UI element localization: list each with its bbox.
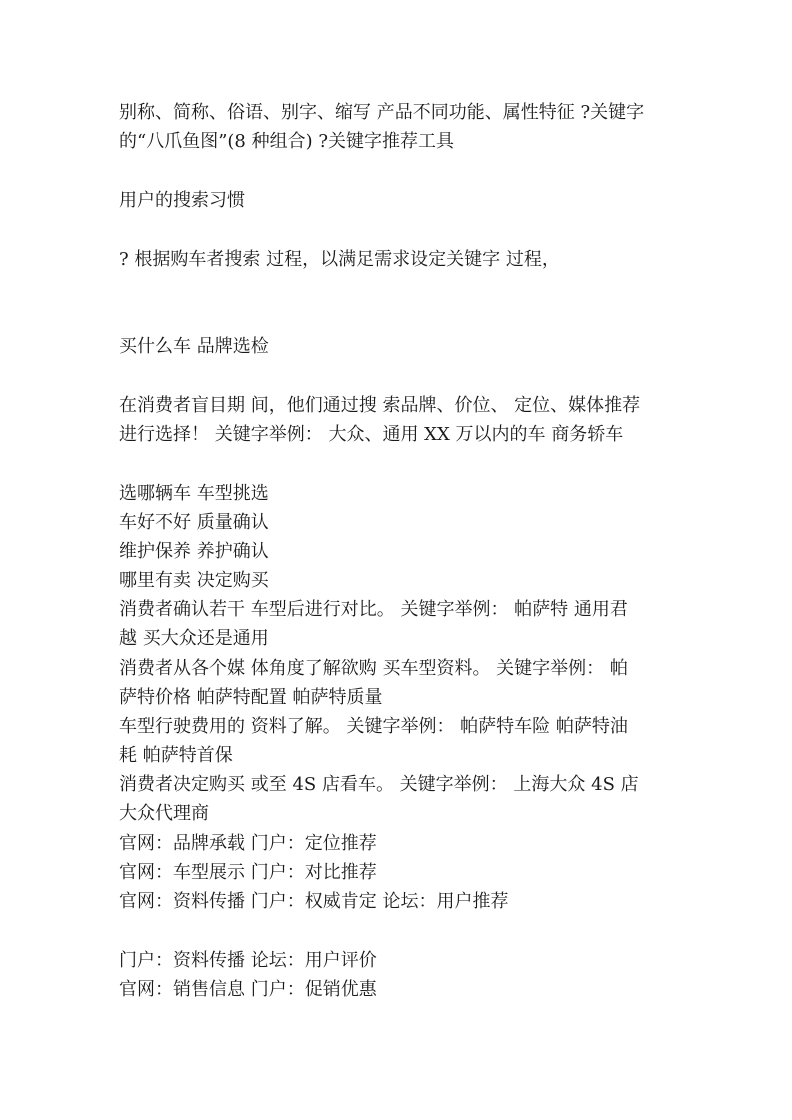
text-line: 在消费者盲目期 间，他们通过搜 索品牌、价位、 定位、媒体推荐 [119,395,641,416]
text-line: 车好不好 质量确认 [119,512,269,533]
text-line: ? 根据购车者搜索 过程，以满足需求设定关键字 过程， [119,249,560,270]
text-line: 买什么车 品牌选检 [119,336,269,357]
text-line: 消费者从各个媒 体角度了解欲购 买车型资料。 关键字举例： 帕 [119,658,628,679]
text-line: 别称、简称、俗语、别字、缩写 产品不同功能、属性特征 ?关键字 [119,102,645,123]
text-line: 大众代理商 [119,803,209,824]
text-line: 官网：资料传播 门户：权威肯定 论坛：用户推荐 [119,891,509,912]
text-line: 的“八爪鱼图”(8 种组合) ?关键字推荐工具 [119,131,454,152]
text-line: 进行选择！ 关键字举例： 大众、通用 XX 万以内的车 商务轿车 [119,424,624,445]
text-line: 萨特价格 帕萨特配置 帕萨特质量 [119,687,383,708]
text-line: 选哪辆车 车型挑选 [119,483,269,504]
text-line: 维护保养 养护确认 [119,541,269,562]
text-line: 门户：资料传播 论坛：用户评价 [119,950,377,971]
text-line: 消费者确认若干 车型后进行对比。 关键字举例： 帕萨特 通用君 [119,599,628,620]
text-line: 官网：销售信息 门户：促销优惠 [119,979,377,1000]
text-line: 官网：品牌承载 门户：定位推荐 [119,833,377,854]
text-line: 消费者决定购买 或至 4S 店看车。 关键字举例： 上海大众 4S 店 [119,774,639,795]
text-line: 耗 帕萨特首保 [119,745,233,766]
text-line: 车型行驶费用的 资料了解。 关键字举例： 帕萨特车险 帕萨特油 [119,716,628,737]
text-line: 官网：车型展示 门户：对比推荐 [119,862,377,883]
text-line: 越 买大众还是通用 [119,628,269,649]
text-line: 用户的搜索习惯 [119,190,245,211]
text-line: 哪里有卖 决定购买 [119,570,269,591]
